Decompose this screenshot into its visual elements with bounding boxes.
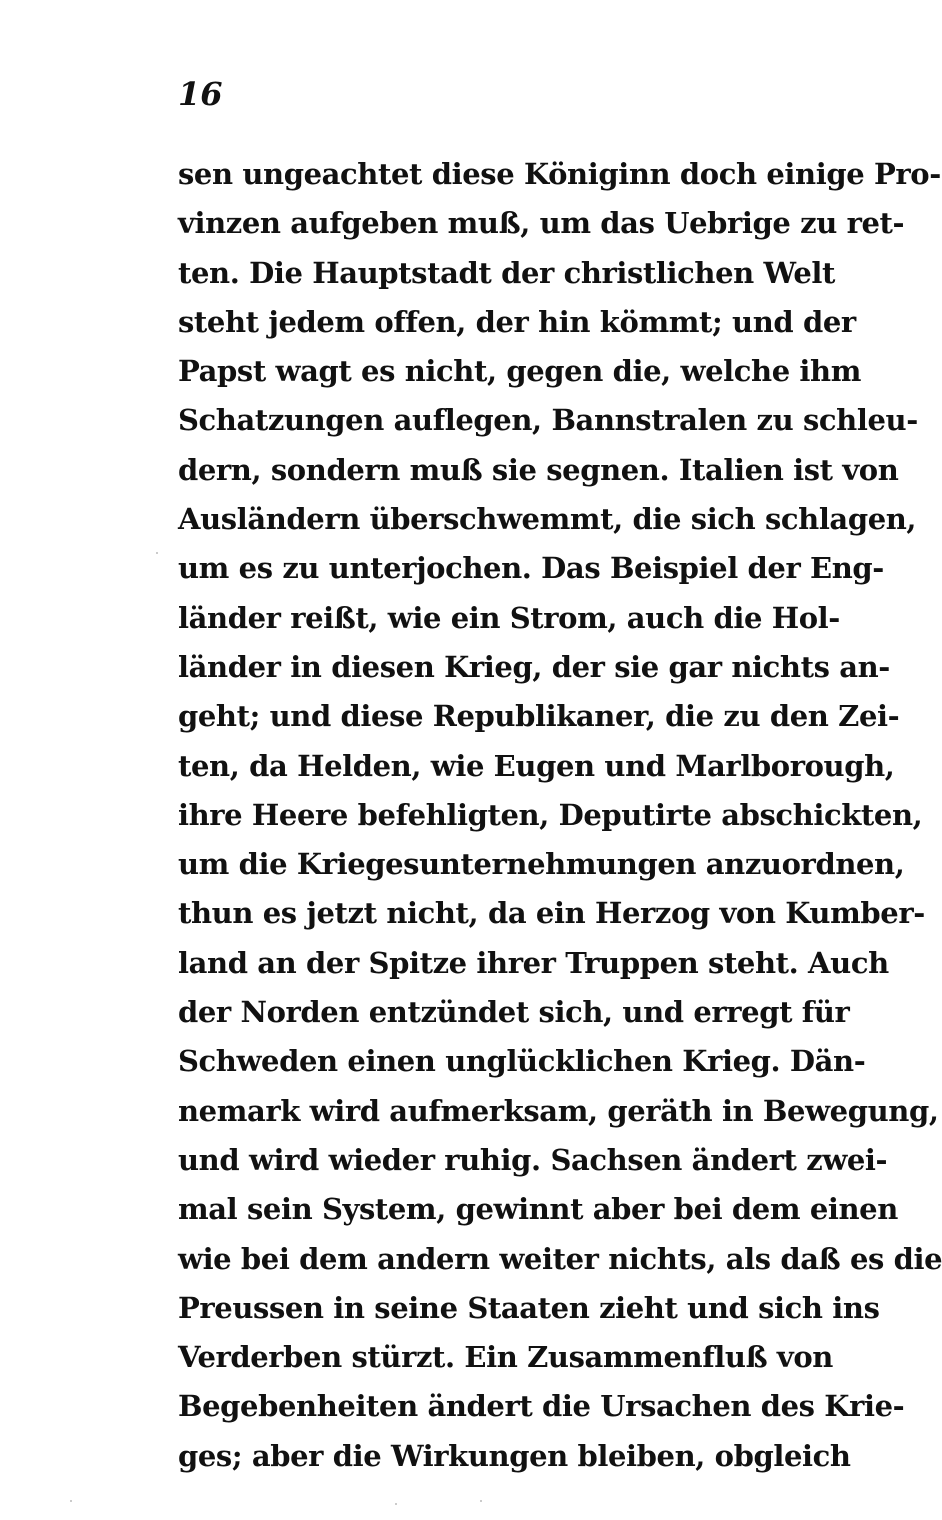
text-line: um die Kriegesunternehmungen anzuordnen,	[178, 847, 905, 882]
body-text	[178, 150, 942, 1481]
text-line: ten, da Helden, wie Eugen und Marlborough,	[178, 748, 895, 783]
text-line: Ausländern überschwemmt, die sich schlagen,	[178, 502, 917, 537]
text-line: wie bei dem andern weiter nichts, als daß es die	[178, 1241, 942, 1276]
text-line: länder in diesen Krieg, der sie gar nichts an-	[178, 649, 890, 684]
text-line: der Norden entzündet sich, und erregt für	[178, 995, 850, 1030]
text-line: mal sein System, gewinnt aber bei dem einen	[178, 1192, 898, 1227]
text-line: ten. Die Hauptstadt der christlichen Welt	[178, 255, 836, 290]
text-line: länder reißt, wie ein Strom, auch die Hol-	[178, 600, 840, 635]
text-line: Papst wagt es nicht, gegen die, welche ihm	[178, 354, 862, 389]
text-line: Verderben stürzt. Ein Zusammenfluß von	[178, 1340, 833, 1375]
text-line: ges; aber die Wirkungen bleiben, obgleich	[178, 1438, 851, 1473]
text-line: Schatzungen auflegen, Bannstralen zu schleu-	[178, 403, 918, 438]
paper-speck	[70, 1500, 72, 1502]
text-line: land an der Spitze ihrer Truppen steht. Auch	[178, 945, 889, 980]
text-line: und wird wieder ruhig. Sachsen ändert zwei-	[178, 1142, 888, 1177]
text-line: dern, sondern muß sie segnen. Italien ist von	[178, 452, 899, 487]
text-line: Begebenheiten ändert die Ursachen des Krie-	[178, 1389, 905, 1424]
text-line: thun es jetzt nicht, da ein Herzog von Kumber-	[178, 896, 925, 931]
text-line: Schweden einen unglücklichen Krieg. Dän-	[178, 1044, 866, 1079]
page-number: 16	[178, 75, 223, 113]
text-line: um es zu unterjochen. Das Beispiel der Eng-	[178, 551, 884, 586]
text-line: ihre Heere befehligten, Deputirte abschickten,	[178, 797, 923, 832]
paper-speck	[395, 1503, 397, 1505]
paper-speck	[480, 1500, 482, 1502]
text-line: Preussen in seine Staaten zieht und sich ins	[178, 1290, 880, 1325]
text-line: nemark wird aufmerksam, geräth in Bewegung,	[178, 1093, 939, 1128]
paper-speck	[156, 552, 158, 554]
text-line: steht jedem offen, der hin kömmt; und der	[178, 304, 856, 339]
text-line: sen ungeachtet diese Königinn doch einige Pro-	[178, 157, 941, 191]
text-line: vinzen aufgeben muß, um das Uebrige zu ret-	[178, 206, 905, 241]
text-line: geht; und diese Republikaner, die zu den Zei-	[178, 699, 900, 734]
